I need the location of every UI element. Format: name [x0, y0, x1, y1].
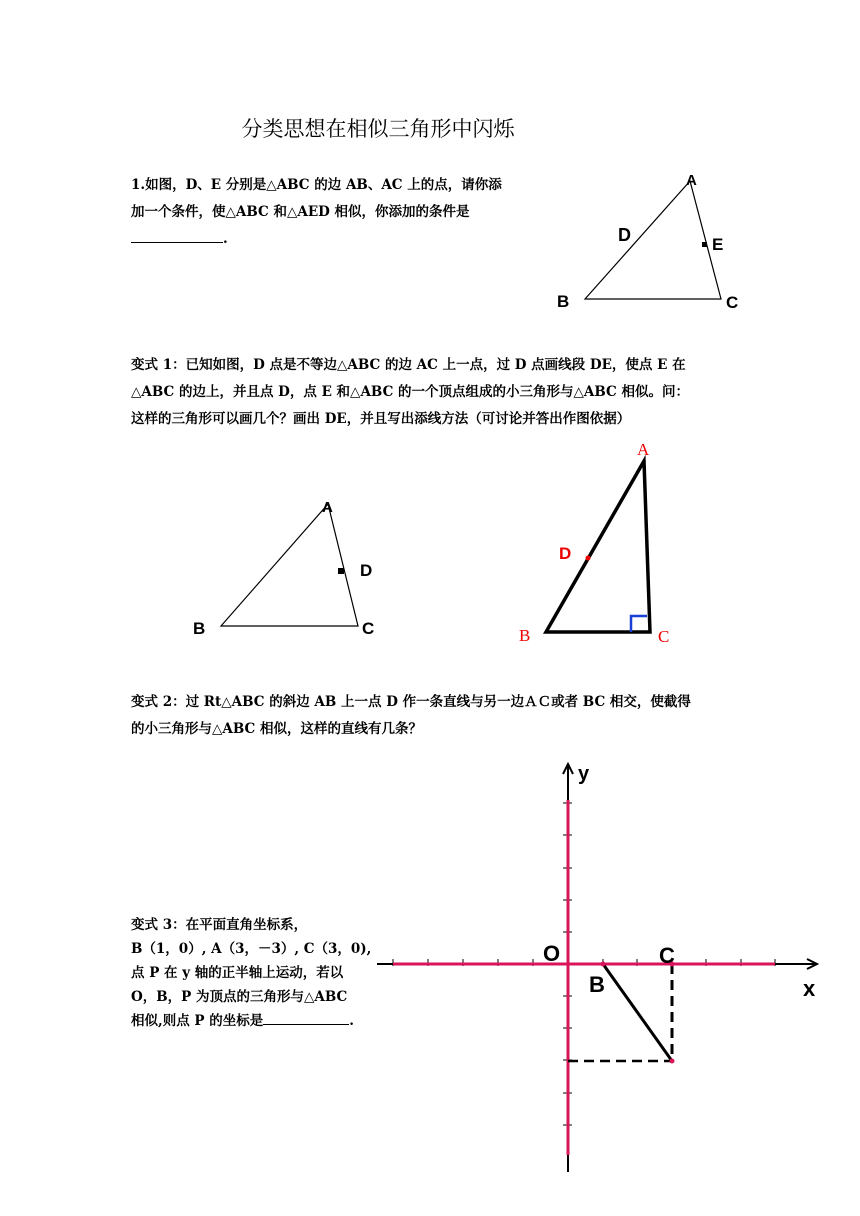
point-b-marker [601, 962, 606, 967]
label-a: A [322, 499, 333, 516]
variant-1-line-2: △ABC 的边上，并且点 D，点 E 和△ABC 的一个顶点组成的小三角形与△ABC 相似。问： [131, 384, 689, 400]
label-o: O [543, 941, 561, 966]
label-a: A [637, 440, 650, 459]
figure-v1-right-triangle [510, 436, 690, 650]
variant-3-line-5 [131, 1009, 381, 1033]
triangle-abc [221, 504, 358, 626]
label-d: D [360, 561, 373, 580]
answer-blank-1[interactable] [131, 228, 223, 243]
point-a-marker [670, 1059, 675, 1064]
label-d: D [618, 225, 631, 245]
triangle-abc [585, 181, 724, 299]
variant-1-line-3: 这样的三角形可以画几个？画出 DE，并且写出添线方法（可讨论并答出作图依据） [131, 411, 631, 427]
variant-2 [131, 689, 751, 743]
label-b: B [589, 972, 605, 997]
variant-3-line-1: 变式 3：在平面直角坐标系， [131, 917, 308, 933]
point-e-marker [702, 242, 707, 247]
question-1-line-2: 加一个条件，使△ABC 和△AED 相似，你添加的条件是 [131, 204, 470, 220]
question-1-line-1: 1.如图，D、E 分别是△ABC 的边 AB、AC 上的点，请你添 [131, 177, 502, 193]
variant-1 [131, 352, 751, 433]
variant-3-line-3: 点 P 在 y 轴的正半轴上运动，若以 [131, 965, 344, 981]
label-b: B [519, 626, 531, 645]
question-1-period: . [223, 231, 228, 247]
answer-blank-2[interactable] [263, 1010, 349, 1025]
variant-3-line-2: B（1，0）, A（3，－3）, C（3，0), [131, 941, 372, 957]
variant-1-line-1: 变式 1：已知如图，D 点是不等边△ABC 的边 AC 上一点，过 D 点画线段 DE，使点 E 在 [131, 357, 686, 373]
label-a: A [686, 172, 697, 189]
variant-3-period: . [349, 1013, 354, 1029]
label-c: C [658, 627, 670, 646]
segment-ba [603, 964, 672, 1061]
label-e: E [712, 235, 724, 254]
figure-v1-triangle [180, 490, 400, 650]
label-c: C [362, 619, 375, 638]
coordinate-graph [375, 760, 850, 1180]
question-1-line-3 [131, 226, 541, 253]
page-title: 分类思想在相似三角形中闪烁 [241, 117, 515, 141]
variant-2-line-1: 变式 2：过 Rt△ABC 的斜边 AB 上一点 D 作一条直线与另一边ＡＣ或者 BC 相交，使截得 [131, 694, 691, 710]
label-c: C [659, 943, 675, 968]
point-d-marker [586, 556, 591, 561]
label-b: B [557, 292, 570, 311]
label-c: C [726, 293, 739, 312]
variant-3-line-5-text: 相似,则点 P 的坐标是 [131, 1013, 264, 1029]
variant-2-line-2: 的小三角形与△ABC 相似，这样的直线有几条？ [131, 721, 422, 737]
variant-3 [131, 913, 381, 1033]
point-d-marker [338, 568, 344, 574]
label-b: B [193, 619, 206, 638]
question-1 [131, 172, 541, 253]
variant-3-line-4: O，B，P 为顶点的三角形与△ABC [131, 989, 348, 1005]
label-y: y [578, 763, 590, 785]
right-angle-mark [631, 616, 647, 632]
label-x: x [803, 976, 816, 1001]
figure-q1-triangle [550, 165, 750, 315]
label-d: D [559, 544, 572, 563]
